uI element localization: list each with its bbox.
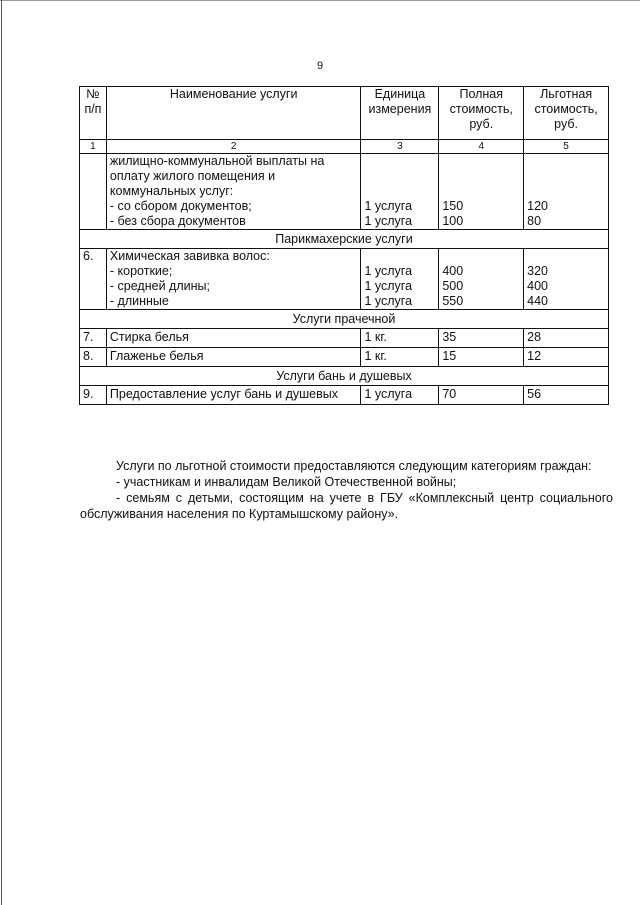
section-title-laundry: Услуги прачечной — [80, 310, 609, 329]
service-name-line: - со сбором документов; — [109, 199, 252, 213]
unit-cell: 1 услуга — [361, 386, 439, 405]
column-number: 3 — [361, 140, 439, 154]
service-name-cell — [106, 154, 361, 230]
table-row-continuation — [80, 154, 609, 230]
full-price-value: 550 — [442, 294, 464, 308]
column-number-row — [80, 140, 609, 154]
section-header-row — [80, 367, 609, 386]
notes-intro: Услуги по льготной стоимости предоставляются следующим категориям граждан: — [116, 459, 592, 473]
service-name-line: - средней длины; — [109, 279, 210, 293]
table-header-row — [80, 87, 609, 140]
service-name-line: оплату жилого помещения и — [109, 169, 276, 183]
row-num-cell: 8. — [80, 348, 107, 367]
discount-price-cell — [524, 249, 609, 310]
discount-price-cell: 12 — [524, 348, 609, 367]
service-name-line: коммунальных услуг: — [109, 184, 234, 198]
full-price-cell — [439, 154, 524, 230]
page-number: 9 — [316, 60, 324, 72]
service-name-line: жилищно-коммунальной выплаты на — [109, 154, 325, 168]
full-price-value: 500 — [442, 279, 464, 293]
unit-value: 1 услуга — [364, 214, 413, 228]
discount-price-cell: 56 — [524, 386, 609, 405]
header-unit: Единица измерения — [361, 87, 439, 140]
discount-price-cell — [524, 154, 609, 230]
column-number: 2 — [106, 140, 361, 154]
page-edge-top — [0, 0, 640, 1]
column-number: 4 — [439, 140, 524, 154]
table-row-8 — [80, 348, 609, 367]
unit-value: 1 услуга — [364, 294, 413, 308]
unit-value: 1 услуга — [364, 279, 413, 293]
full-price-value: 100 — [442, 214, 464, 228]
header-full-price: Полная стоимость, руб. — [439, 87, 524, 140]
unit-cell: 1 кг. — [361, 329, 439, 348]
service-name-cell: Глаженье белья — [106, 348, 361, 367]
header-service-name: Наименование услуги — [106, 87, 361, 140]
row-num-cell: 6. — [80, 249, 107, 310]
service-name-line: - длинные — [109, 294, 169, 308]
full-price-value: 400 — [442, 264, 464, 278]
service-name-line: - короткие; — [109, 264, 173, 278]
header-num: № п/п — [80, 87, 107, 140]
service-name-cell: Предоставление услуг бань и душевых — [106, 386, 361, 405]
discount-price-value: 400 — [527, 279, 549, 293]
full-price-value: 150 — [442, 199, 464, 213]
row-num-cell — [80, 154, 107, 230]
row-num-cell: 9. — [80, 386, 107, 405]
section-header-row — [80, 230, 609, 249]
unit-value: 1 услуга — [364, 199, 413, 213]
unit-cell: 1 кг. — [361, 348, 439, 367]
unit-cell — [361, 249, 439, 310]
section-title-hair: Парикмахерские услуги — [80, 230, 609, 249]
full-price-cell: 70 — [439, 386, 524, 405]
services-table — [79, 86, 609, 405]
notes-block — [80, 458, 613, 522]
notes-item-veterans: - участникам и инвалидам Великой Отечественной войны; — [116, 475, 457, 489]
header-discount-price: Льготная стоимость, руб. — [524, 87, 609, 140]
table-row-7 — [80, 329, 609, 348]
column-number: 5 — [524, 140, 609, 154]
service-name-cell — [106, 249, 361, 310]
page-edge-left — [1, 0, 2, 905]
full-price-cell — [439, 249, 524, 310]
section-header-row — [80, 310, 609, 329]
discount-price-value: 320 — [527, 264, 549, 278]
discount-price-cell: 28 — [524, 329, 609, 348]
unit-cell — [361, 154, 439, 230]
service-name-cell: Стирка белья — [106, 329, 361, 348]
row-num-cell: 7. — [80, 329, 107, 348]
table-row-9 — [80, 386, 609, 405]
full-price-cell: 15 — [439, 348, 524, 367]
unit-value: 1 услуга — [364, 264, 413, 278]
service-name-line: - без сбора документов — [109, 214, 246, 228]
discount-price-value: 440 — [527, 294, 549, 308]
section-title-bath: Услуги бань и душевых — [80, 367, 609, 386]
discount-price-value: 80 — [527, 214, 542, 228]
column-number: 1 — [80, 140, 107, 154]
table-row-6 — [80, 249, 609, 310]
service-name-line: Химическая завивка волос: — [109, 249, 270, 263]
notes-item-families: - семьям с детьми, состоящим на учете в ГБУ «Комплексный центр социального обслуживания населения по Куртамышскому району». — [80, 491, 613, 521]
discount-price-value: 120 — [527, 199, 549, 213]
full-price-cell: 35 — [439, 329, 524, 348]
